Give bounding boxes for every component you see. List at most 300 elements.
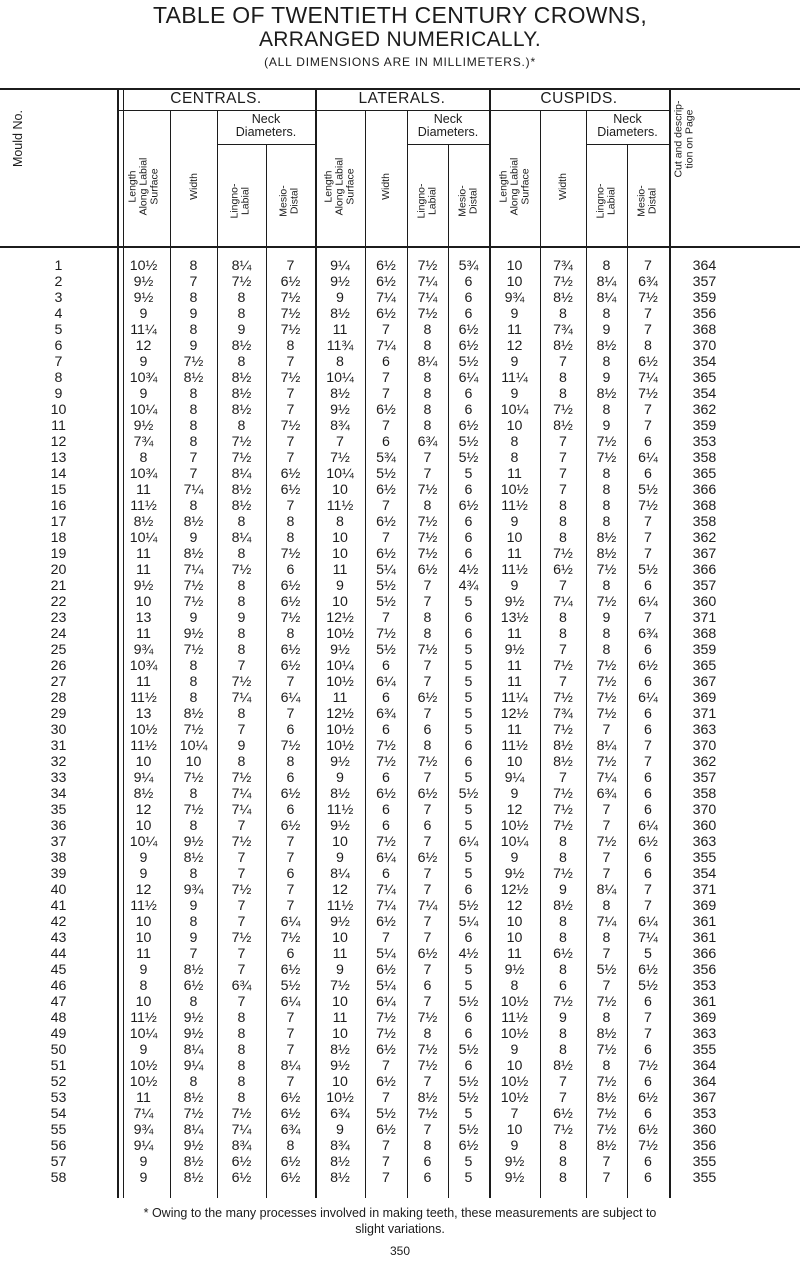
lateral-lingual-cell: 8: [423, 402, 432, 418]
cut-page-cell: 355: [692, 850, 717, 866]
cuspid-length-cell: 9: [510, 354, 519, 370]
cuspid-lingual-cell: 8: [602, 898, 611, 914]
cuspid-mesio-cell: 6: [644, 642, 652, 658]
cuspid-width-cell: 9: [559, 1010, 567, 1026]
cut-page-cell: 362: [692, 754, 717, 770]
lateral-lingual-cell: 6½: [417, 562, 438, 578]
table-row: [0, 674, 740, 690]
lateral-lingual-cell: 8: [423, 1026, 432, 1042]
central-width-cell: 9½: [183, 1026, 204, 1042]
central-width-cell: 8: [189, 290, 198, 306]
neck-header-centrals: Neck Diameters.: [235, 112, 297, 140]
cuspid-mesio-cell: 7: [644, 610, 652, 626]
lateral-length-cell: 10: [332, 834, 348, 850]
central-width-cell: 8: [189, 818, 198, 834]
central-length-cell: 10: [135, 594, 152, 610]
table-row: [0, 450, 740, 466]
cuspid-width-cell: 7½: [553, 994, 573, 1010]
central-mesio-cell: 7: [286, 706, 295, 722]
cuspid-mesio-cell: 6½: [638, 1122, 658, 1138]
central-width-cell: 7½: [183, 802, 204, 818]
cuspid-length-cell: 11¼: [501, 690, 528, 706]
central-mesio-cell: 6: [286, 722, 295, 738]
central-mesio-cell: 6½: [280, 466, 301, 482]
central-lingual-cell: 7: [237, 962, 246, 978]
lateral-length-cell: 10: [332, 530, 348, 546]
lateral-lingual-cell: 7: [423, 994, 432, 1010]
central-lingual-cell: 7½: [231, 274, 252, 290]
central-length-cell: 12: [135, 802, 152, 818]
cuspid-length-cell: 10: [506, 754, 523, 770]
lateral-width-cell: 6: [382, 434, 390, 450]
cut-page-cell: 354: [692, 866, 717, 882]
cut-page-cell: 356: [692, 1138, 717, 1154]
lateral-lingual-cell: 7½: [417, 754, 438, 770]
lateral-width-cell: 5½: [376, 466, 396, 482]
footnote-continued: slight variations.: [355, 1222, 445, 1236]
lateral-mesio-cell: 5½: [458, 434, 479, 450]
central-mesio-cell: 6½: [280, 962, 301, 978]
central-lingual-cell: 7: [237, 658, 246, 674]
mould-no-cell: 21: [50, 578, 67, 594]
central-width-cell: 7: [189, 946, 198, 962]
lateral-mesio-cell: 6: [464, 754, 473, 770]
table-row: [0, 1042, 740, 1058]
cuspid-lingual-cell: 8: [602, 258, 611, 274]
cuspid-mesio-cell: 5½: [638, 482, 658, 498]
cuspid-lingual-cell: 7: [602, 978, 611, 994]
lateral-width-cell: 6½: [376, 1042, 396, 1058]
lateral-width-cell: 6: [382, 802, 390, 818]
central-length-cell: 11¼: [130, 322, 157, 338]
central-width-cell: 8: [189, 258, 198, 274]
lateral-lingual-cell: 8: [423, 610, 432, 626]
cut-page-cell: 365: [692, 370, 717, 386]
lateral-length-cell: 9¼: [330, 258, 350, 274]
cuspid-width-cell: 7: [559, 450, 567, 466]
mould-no-cell: 49: [50, 1026, 67, 1042]
cuspid-length-cell: 11½: [501, 738, 528, 754]
cuspid-lingual-cell: 7½: [596, 994, 617, 1010]
central-length-cell: 12: [135, 338, 152, 354]
lateral-width-cell: 7: [382, 1058, 390, 1074]
header-mesio-centrals: Mesio- Distal: [277, 185, 301, 217]
lateral-lingual-cell: 8: [423, 626, 432, 642]
central-width-cell: 8½: [183, 514, 204, 530]
central-mesio-cell: 6: [286, 866, 295, 882]
lateral-length-cell: 9½: [330, 1058, 350, 1074]
cuspid-lingual-cell: 8: [602, 482, 611, 498]
lateral-lingual-cell: 6¾: [417, 434, 438, 450]
lateral-width-cell: 6½: [376, 274, 396, 290]
central-mesio-cell: 7: [286, 434, 295, 450]
lateral-length-cell: 11: [332, 946, 348, 962]
lateral-width-cell: 7: [382, 1138, 390, 1154]
lateral-length-cell: 7½: [330, 978, 350, 994]
cuspid-mesio-cell: 5½: [638, 562, 658, 578]
lateral-width-cell: 6½: [376, 962, 396, 978]
cuspid-lingual-cell: 8½: [596, 546, 617, 562]
cuspid-mesio-cell: 7½: [638, 1058, 658, 1074]
cuspid-lingual-cell: 8½: [596, 386, 617, 402]
lateral-length-cell: 10: [332, 594, 348, 610]
cuspid-lingual-cell: 9: [602, 418, 611, 434]
lateral-width-cell: 5¼: [376, 562, 396, 578]
cut-page-cell: 371: [692, 706, 717, 722]
central-length-cell: 10½: [129, 258, 158, 274]
central-mesio-cell: 7½: [280, 322, 301, 338]
central-width-cell: 8: [189, 786, 198, 802]
mould-no-cell: 48: [50, 1010, 67, 1026]
cuspid-width-cell: 8: [559, 1138, 567, 1154]
cuspid-lingual-cell: 8: [602, 1058, 611, 1074]
cuspid-lingual-cell: 7: [602, 802, 611, 818]
cuspid-width-cell: 8: [559, 834, 567, 850]
central-length-cell: 10¾: [129, 370, 158, 386]
central-width-cell: 8½: [183, 546, 204, 562]
table-row: [0, 1090, 740, 1106]
cuspid-width-cell: 6: [559, 978, 567, 994]
cuspid-length-cell: 11: [507, 946, 522, 962]
lateral-length-cell: 11½: [326, 898, 354, 914]
lateral-lingual-cell: 7½: [417, 546, 438, 562]
cuspid-mesio-cell: 6¾: [638, 626, 658, 642]
lateral-lingual-cell: 8: [423, 338, 432, 354]
central-length-cell: 7¾: [133, 434, 154, 450]
table-row: [0, 690, 740, 706]
lateral-mesio-cell: 5: [464, 1154, 473, 1170]
cut-page-cell: 367: [692, 1090, 717, 1106]
lateral-lingual-cell: 7½: [417, 642, 438, 658]
central-length-cell: 10¼: [129, 402, 158, 418]
table-row: [0, 850, 740, 866]
central-length-cell: 9: [139, 1154, 148, 1170]
cuspid-lingual-cell: 7½: [596, 1042, 617, 1058]
lateral-lingual-cell: 7: [423, 658, 432, 674]
cut-page-cell: 359: [692, 290, 717, 306]
cuspid-width-cell: 8: [559, 610, 567, 626]
cuspid-length-cell: 10: [506, 530, 523, 546]
lateral-width-cell: 7½: [376, 754, 396, 770]
cut-page-cell: 353: [692, 978, 717, 994]
cut-page-cell: 370: [692, 338, 717, 354]
lateral-width-cell: 7½: [376, 1026, 396, 1042]
central-width-cell: 8: [189, 498, 198, 514]
lateral-mesio-cell: 6: [464, 626, 473, 642]
central-mesio-cell: 6¾: [280, 1122, 301, 1138]
lateral-mesio-cell: 4½: [458, 562, 479, 578]
lateral-lingual-cell: 8: [423, 386, 432, 402]
lateral-width-cell: 7: [382, 370, 390, 386]
lateral-lingual-cell: 7: [423, 770, 432, 786]
central-length-cell: 12: [135, 882, 152, 898]
central-mesio-cell: 6½: [280, 658, 301, 674]
cut-page-cell: 357: [692, 578, 717, 594]
central-length-cell: 7¼: [133, 1106, 154, 1122]
lateral-length-cell: 9: [336, 962, 344, 978]
lateral-length-cell: 10: [332, 546, 348, 562]
lateral-length-cell: 10¼: [326, 658, 354, 674]
table-row: [0, 1010, 740, 1026]
mould-no-cell: 36: [50, 818, 67, 834]
lateral-lingual-cell: 7½: [417, 1010, 438, 1026]
lateral-width-cell: 7: [382, 322, 390, 338]
cuspid-mesio-cell: 6: [644, 674, 652, 690]
table-row: [0, 898, 740, 914]
cuspid-mesio-cell: 6: [644, 802, 652, 818]
cuspid-lingual-cell: 7: [602, 1154, 611, 1170]
mould-no-cell: 2: [54, 274, 63, 290]
cuspid-lingual-cell: 7¼: [596, 770, 617, 786]
lateral-width-cell: 6¼: [376, 994, 396, 1010]
central-lingual-cell: 8: [237, 418, 246, 434]
central-length-cell: 9¾: [133, 1122, 154, 1138]
central-mesio-cell: 7½: [280, 418, 301, 434]
mould-no-cell: 29: [50, 706, 67, 722]
cuspid-mesio-cell: 5½: [638, 978, 658, 994]
lateral-mesio-cell: 5: [464, 962, 473, 978]
cuspid-lingual-cell: 7½: [596, 594, 617, 610]
lateral-length-cell: 10¼: [326, 370, 354, 386]
central-width-cell: 7: [189, 450, 198, 466]
central-width-cell: 9: [189, 306, 198, 322]
central-mesio-cell: 6: [286, 946, 295, 962]
central-width-cell: 9½: [183, 834, 204, 850]
table-row: [0, 946, 740, 962]
lateral-lingual-cell: 7½: [417, 1058, 438, 1074]
cuspid-length-cell: 9: [510, 1138, 519, 1154]
central-width-cell: 8: [189, 994, 198, 1010]
central-lingual-cell: 7½: [231, 1106, 252, 1122]
central-mesio-cell: 5½: [280, 978, 301, 994]
crown-table: [0, 88, 800, 1198]
cuspid-lingual-cell: 7½: [596, 706, 617, 722]
lateral-width-cell: 7¼: [376, 882, 396, 898]
cuspid-length-cell: 12½: [500, 706, 529, 722]
lateral-mesio-cell: 5: [464, 978, 473, 994]
lateral-mesio-cell: 5: [464, 770, 473, 786]
lateral-mesio-cell: 6: [464, 514, 473, 530]
cuspid-lingual-cell: 8½: [596, 530, 617, 546]
cut-page-cell: 356: [692, 962, 717, 978]
cuspid-length-cell: 11½: [501, 498, 528, 514]
cuspid-length-cell: 9: [510, 386, 519, 402]
cuspid-mesio-cell: 7¼: [638, 370, 658, 386]
central-width-cell: 7½: [183, 354, 204, 370]
table-row: [0, 594, 740, 610]
central-lingual-cell: 8: [237, 594, 246, 610]
lateral-width-cell: 6¼: [376, 674, 396, 690]
header-width-centrals: Width: [187, 173, 200, 201]
cuspid-length-cell: 12½: [500, 882, 529, 898]
central-mesio-cell: 7: [286, 450, 295, 466]
central-mesio-cell: 7½: [280, 738, 301, 754]
lateral-mesio-cell: 6½: [458, 338, 479, 354]
cut-page-cell: 357: [692, 770, 717, 786]
central-length-cell: 11: [136, 946, 151, 962]
cuspid-width-cell: 8: [559, 370, 567, 386]
central-length-cell: 9: [139, 1170, 148, 1186]
central-lingual-cell: 7: [237, 866, 246, 882]
cuspid-mesio-cell: 6: [644, 434, 652, 450]
cuspid-length-cell: 10: [506, 914, 523, 930]
lateral-length-cell: 8½: [330, 786, 350, 802]
table-row: [0, 818, 740, 834]
cuspid-mesio-cell: 6: [644, 578, 652, 594]
lateral-mesio-cell: 6: [464, 1058, 473, 1074]
lateral-width-cell: 7: [382, 930, 390, 946]
cuspid-length-cell: 9: [510, 1042, 519, 1058]
central-width-cell: 8: [189, 322, 198, 338]
cut-page-cell: 366: [692, 482, 717, 498]
cuspid-length-cell: 10½: [500, 1074, 529, 1090]
cuspid-mesio-cell: 6¼: [638, 690, 658, 706]
table-row: [0, 738, 740, 754]
lateral-length-cell: 7: [336, 434, 344, 450]
lateral-mesio-cell: 6¼: [458, 834, 479, 850]
cuspid-lingual-cell: 7: [602, 1170, 611, 1186]
table-row: [0, 482, 740, 498]
central-mesio-cell: 8: [286, 754, 295, 770]
lateral-width-cell: 6½: [376, 1074, 396, 1090]
cut-page-cell: 358: [692, 514, 717, 530]
central-mesio-cell: 6½: [280, 1154, 301, 1170]
lateral-lingual-cell: 7: [423, 962, 432, 978]
lateral-lingual-cell: 8: [423, 322, 432, 338]
mould-no-cell: 43: [50, 930, 67, 946]
lateral-width-cell: 6¼: [376, 850, 396, 866]
central-lingual-cell: 9: [237, 322, 246, 338]
lateral-lingual-cell: 7: [423, 450, 432, 466]
central-mesio-cell: 7: [286, 1042, 295, 1058]
central-width-cell: 6½: [183, 978, 204, 994]
cuspid-mesio-cell: 7: [644, 738, 652, 754]
central-mesio-cell: 7: [286, 1026, 295, 1042]
table-row: [0, 962, 740, 978]
table-row: [0, 258, 740, 274]
lateral-width-cell: 5½: [376, 594, 396, 610]
cuspid-length-cell: 9½: [504, 1154, 525, 1170]
lateral-width-cell: 6: [382, 658, 390, 674]
lateral-lingual-cell: 6½: [417, 786, 438, 802]
central-length-cell: 8½: [133, 514, 154, 530]
cuspid-mesio-cell: 7: [644, 546, 652, 562]
cuspid-width-cell: 6½: [553, 946, 573, 962]
central-width-cell: 9½: [183, 1010, 204, 1026]
lateral-lingual-cell: 6: [423, 1154, 432, 1170]
lateral-length-cell: 12½: [326, 610, 354, 626]
central-mesio-cell: 7: [286, 402, 295, 418]
central-width-cell: 9: [189, 898, 198, 914]
central-width-cell: 7½: [183, 578, 204, 594]
table-row: [0, 978, 740, 994]
lateral-length-cell: 9: [336, 578, 344, 594]
table-row: [0, 402, 740, 418]
cuspid-mesio-cell: 6: [644, 1154, 652, 1170]
central-mesio-cell: 7: [286, 354, 295, 370]
lateral-mesio-cell: 5: [464, 466, 473, 482]
central-mesio-cell: 7: [286, 386, 295, 402]
table-row: [0, 466, 740, 482]
cuspid-length-cell: 10½: [500, 1026, 529, 1042]
lateral-mesio-cell: 5: [464, 658, 473, 674]
cuspid-length-cell: 11: [507, 722, 522, 738]
central-width-cell: 9: [189, 530, 198, 546]
units-note: (ALL DIMENSIONS ARE IN MILLIMETERS.)*: [264, 55, 536, 69]
central-length-cell: 10: [135, 914, 152, 930]
central-lingual-cell: 6½: [231, 1170, 252, 1186]
central-mesio-cell: 7: [286, 498, 295, 514]
data-table: [0, 258, 740, 1186]
lateral-mesio-cell: 6: [464, 546, 473, 562]
central-lingual-cell: 8: [237, 514, 246, 530]
central-lingual-cell: 8: [237, 642, 246, 658]
cuspid-mesio-cell: 6: [644, 466, 652, 482]
cuspid-length-cell: 9: [510, 306, 519, 322]
cuspid-mesio-cell: 6: [644, 1042, 652, 1058]
lateral-length-cell: 11½: [326, 802, 354, 818]
central-lingual-cell: 8: [237, 1026, 246, 1042]
mould-no-cell: 31: [50, 738, 67, 754]
lateral-lingual-cell: 6: [423, 818, 432, 834]
mould-no-cell: 58: [50, 1170, 67, 1186]
central-lingual-cell: 8: [237, 578, 246, 594]
central-mesio-cell: 6½: [280, 642, 301, 658]
central-length-cell: 8: [139, 450, 148, 466]
central-lingual-cell: 8: [237, 1090, 246, 1106]
table-row: [0, 1170, 740, 1186]
group-rule-laterals: [317, 110, 489, 111]
mould-no-cell: 24: [50, 626, 67, 642]
mould-no-cell: 3: [54, 290, 63, 306]
lateral-width-cell: 7¼: [376, 338, 396, 354]
cuspid-lingual-cell: 7: [602, 850, 611, 866]
mould-no-cell: 51: [50, 1058, 67, 1074]
lateral-width-cell: 6½: [376, 786, 396, 802]
lateral-mesio-cell: 5½: [458, 786, 479, 802]
central-mesio-cell: 8: [286, 626, 295, 642]
page-number: 350: [389, 1244, 411, 1258]
cuspid-mesio-cell: 7½: [638, 290, 658, 306]
table-row: [0, 530, 740, 546]
table-row: [0, 722, 740, 738]
lateral-mesio-cell: 6½: [458, 498, 479, 514]
cut-page-cell: 361: [692, 994, 717, 1010]
lateral-lingual-cell: 7: [423, 466, 432, 482]
lateral-width-cell: 6½: [376, 258, 396, 274]
cuspid-mesio-cell: 7¼: [638, 930, 658, 946]
cuspid-mesio-cell: 8: [644, 338, 652, 354]
cuspid-length-cell: 10¼: [500, 402, 529, 418]
cut-page-cell: 370: [692, 802, 717, 818]
central-mesio-cell: 6: [286, 802, 295, 818]
cuspid-width-cell: 8½: [553, 290, 573, 306]
central-lingual-cell: 8: [237, 754, 246, 770]
cuspid-width-cell: 7½: [553, 658, 573, 674]
cuspid-mesio-cell: 6½: [638, 658, 658, 674]
lateral-width-cell: 5½: [376, 1106, 396, 1122]
lateral-mesio-cell: 5: [464, 850, 473, 866]
table-row: [0, 1026, 740, 1042]
lateral-length-cell: 11: [332, 1010, 348, 1026]
cut-page-cell: 368: [692, 322, 717, 338]
cuspid-length-cell: 11: [507, 546, 522, 562]
cuspid-lingual-cell: 8½: [596, 338, 617, 354]
header-width-laterals: Width: [379, 173, 392, 201]
lateral-length-cell: 9½: [330, 402, 350, 418]
lateral-width-cell: 6½: [376, 1122, 396, 1138]
central-width-cell: 9½: [183, 1138, 204, 1154]
